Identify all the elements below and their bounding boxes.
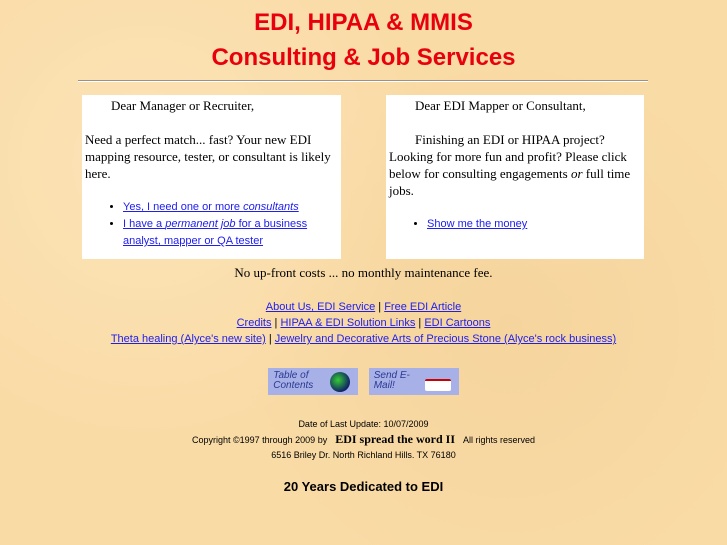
permanent-job-link[interactable] [123, 218, 307, 247]
body-text: full time jobs. [389, 166, 631, 198]
last-update: Date of Last Update: 10/07/2009 [298, 419, 429, 429]
header-title-line1: EDI, HIPAA & MMIS [254, 9, 473, 36]
address: 6516 Briley Dr. North Richland Hills. TX 76180 [271, 450, 456, 460]
envelope-icon [425, 379, 451, 391]
jewelry-link[interactable]: Jewelry and Decorative Arts of Precious Stone (Alyce's rock business) [274, 333, 617, 345]
rights: All rights reserved [463, 435, 536, 445]
image-buttons [0, 368, 727, 395]
separator: | [418, 317, 422, 329]
show-money-link[interactable]: Show me the money [427, 218, 528, 230]
link-text: Yes, I need one or more [123, 201, 244, 213]
button-label: Table of Contents [273, 370, 314, 391]
consultant-panel [386, 95, 644, 259]
cartoons-link[interactable]: EDI Cartoons [424, 317, 491, 329]
recruiter-panel [82, 95, 341, 259]
about-us-link[interactable]: About Us, EDI Service [265, 301, 376, 313]
link-text: for a business analyst, mapper or QA tester [123, 218, 308, 247]
consultant-greeting: Dear EDI Mapper or Consultant, [415, 98, 586, 113]
separator: | [274, 317, 278, 329]
credits-link[interactable]: Credits [236, 317, 272, 329]
free-article-link[interactable]: Free EDI Article [384, 301, 462, 313]
consultant-body [389, 131, 641, 199]
separator: | [378, 301, 382, 313]
globe-icon [330, 372, 350, 392]
send-email-button[interactable] [369, 368, 459, 395]
no-fee-note: No up-front costs ... no monthly maintenance fee. [234, 265, 493, 280]
body-text: Finishing an EDI or HIPAA project? Looking for more fun and profit? Please click below for consulting engagements [389, 132, 627, 181]
divider [78, 80, 648, 82]
link-text-em: consultants [243, 201, 299, 213]
button-label: Send E-Mail! [373, 370, 410, 391]
header-title-line2: Consulting & Job Services [211, 44, 516, 71]
footer [0, 417, 727, 463]
solution-links-link[interactable]: HIPAA & EDI Solution Links [280, 317, 416, 329]
table-of-contents-button[interactable] [268, 368, 358, 395]
company-name: EDI spread the word II [335, 432, 455, 446]
recruiter-greeting: Dear Manager or Recruiter, [111, 98, 255, 113]
separator: | [268, 333, 272, 345]
recruiter-body: Need a perfect match... fast? Your new EDI mapping resource, tester, or consultant is likely here. [85, 132, 331, 181]
copyright: Copyright ©1997 through 2009 by [191, 435, 328, 445]
link-text-em: permanent job [165, 218, 236, 230]
nav-links [0, 299, 727, 347]
theta-healing-link[interactable]: Theta healing (Alyce's new site) [110, 333, 266, 345]
tagline: 20 Years Dedicated to EDI [283, 479, 444, 494]
body-em: or [570, 166, 583, 181]
link-text: I have a [123, 218, 166, 230]
need-consultants-link[interactable] [123, 201, 299, 213]
